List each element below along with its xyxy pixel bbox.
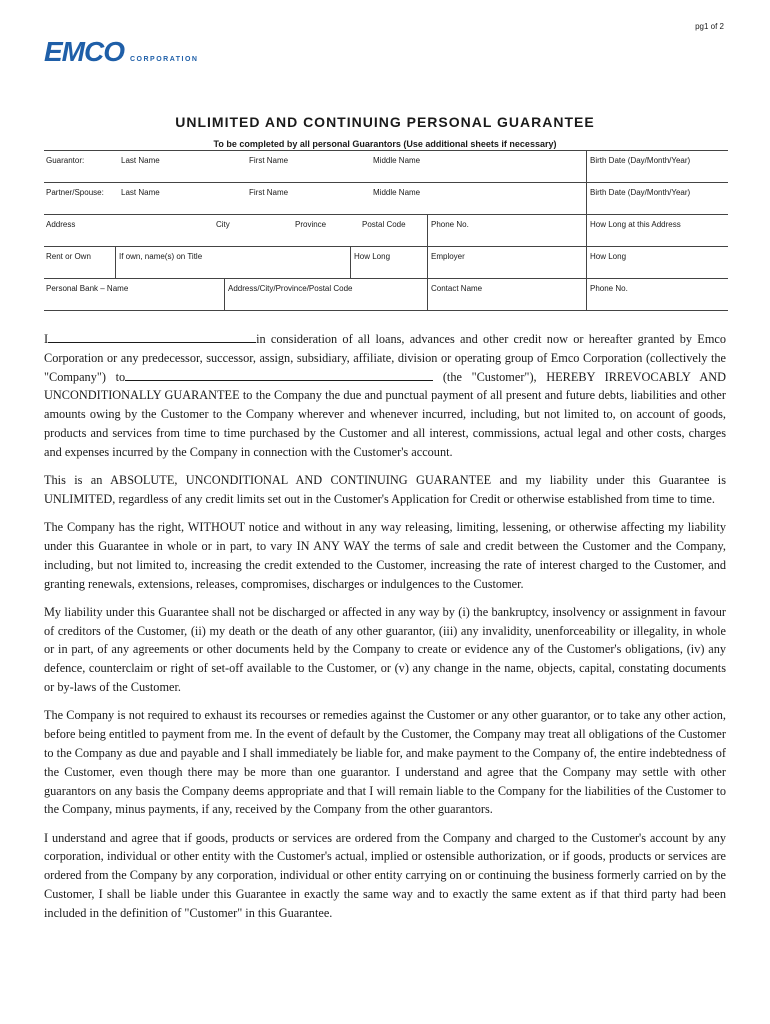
phone-field[interactable]: Phone No. [431, 220, 469, 229]
logo-subtitle: CORPORATION [130, 56, 199, 63]
document-title: UNLIMITED AND CONTINUING PERSONAL GUARANTEE [175, 114, 595, 130]
city-field[interactable]: City [216, 220, 230, 229]
partner-last-name-field[interactable]: Last Name [121, 188, 160, 197]
how-long-own-field[interactable]: How Long [354, 252, 391, 261]
partner-row [44, 183, 728, 215]
bank-contact-field[interactable]: Contact Name [431, 284, 483, 293]
employer-field[interactable]: Employer [431, 252, 465, 261]
address-field[interactable]: Address [46, 220, 76, 229]
guarantor-middle-name-field[interactable]: Middle Name [373, 156, 421, 165]
title-names-field[interactable]: If own, name(s) on Title [119, 252, 203, 261]
partner-label: Partner/Spouse: [46, 188, 104, 197]
guarantor-label: Guarantor: [46, 156, 85, 165]
paragraph-third-party: I understand and agree that if goods, products or services are ordered from the Company and charged to the Customer's account by any corporation, individual or other entity with the Customer's actual, implied or ostensible authorization, or if goods, products or services are ordered from the Company by any corporation, individual or other entity carrying on or continuing the business formerly carried on by the Customer, I shall be liable under this Guarantee in exactly the same way and to exactly the same extent as if that third party had been included in the definition of "Customer" in this Guarantee. [44, 830, 726, 920]
paragraph-liability: My liability under this Guarantee shall not be discharged or affected in any way by (i) the bankruptcy, insolvency or assignment in favour of creditors of the Customer, (ii) my death or the death of any other guarantor, (iii) any invalidity, unenforceability or illegality, in whole or in part, of any agreements or other documents held by the Company to create or evidence any of the Customer's obligations, (iv) any defence, counterclaim or right of set-off available to the Customer, or (v) any change in the name, objects, capital, constating documents or by-laws of the Customer. [44, 604, 726, 695]
guarantee-text [44, 330, 726, 932]
divider [586, 247, 587, 278]
how-long-employer-field[interactable]: How Long [590, 252, 627, 261]
paragraph-guarantee [44, 330, 726, 462]
guarantor-last-name-field[interactable]: Last Name [121, 156, 160, 165]
guarantor-name-blank[interactable] [48, 331, 256, 343]
bank-phone-field[interactable]: Phone No. [590, 284, 628, 293]
customer-name-blank[interactable] [125, 369, 433, 381]
divider [224, 279, 225, 310]
rent-own-row [44, 247, 728, 279]
guarantor-prefix: I [44, 332, 49, 346]
address-row [44, 215, 728, 247]
divider [586, 215, 587, 246]
divider [115, 247, 116, 278]
partner-birth-date-field[interactable]: Birth Date (Day/Month/Year) [590, 188, 691, 197]
guarantor-first-name-field[interactable]: First Name [249, 156, 289, 165]
page-number: pg1 of 2 [695, 22, 724, 31]
province-field[interactable]: Province [295, 220, 327, 229]
guarantor-row [44, 151, 728, 183]
divider [586, 183, 587, 214]
how-long-address-field[interactable]: How Long at this Address [590, 220, 681, 229]
divider [427, 279, 428, 310]
partner-middle-name-field[interactable]: Middle Name [373, 188, 421, 197]
rent-or-own-field[interactable]: Rent or Own [46, 252, 91, 261]
divider [427, 215, 428, 246]
bank-name-field[interactable]: Personal Bank – Name [46, 284, 129, 293]
guarantor-birth-date-field[interactable]: Birth Date (Day/Month/Year) [590, 156, 691, 165]
guarantor-form [44, 150, 728, 311]
bank-address-field[interactable]: Address/City/Province/Postal Code [228, 284, 353, 293]
paragraph-1-text: in consideration of all loans, advances and other credit now or hereafter granted by Emco Corporation or any predecessor, successor, assign, subsidiary, affiliate, division or operating group of Emco Corporation (collectively the "Company") to [44, 332, 726, 384]
form-instructions: To be completed by all personal Guarantors (Use additional sheets if necessary) [213, 139, 557, 149]
paragraph-remedies: The Company is not required to exhaust its recourses or remedies against the Customer or any other guarantor, or to take any other action, before being entitled to payment from me. In the event of default by the Customer, the Company may treat all obligations of the Customer to the Company as due and payable and I shall immediately be liable for, and make payment to the Company of, the entire indebtedness of the Customer, even though there may be more than one guarantor. I understand and agree that the Company may settle with other guarantors on any basis the Company deems appropriate and that I will remain liable to the Company for the liabilities of the Customer to the Company, minus payments, if any, received by the Company from the other guarantors. [44, 708, 726, 817]
divider [586, 279, 587, 310]
paragraph-company-rights: The Company has the right, WITHOUT notice and without in any way releasing, limiting, lessening, or otherwise affecting my liability under this Guarantee in whole or in part, to vary IN ANY WAY the terms of sale and credit between the Customer and the Company, including, but not limited to, increasing the credit extended to the Customer, increasing the rate of interest charged to the Customer, and granting renewals, extensions, releases, compromises, discharges or indulgences to the Customer. [44, 520, 726, 591]
divider [586, 151, 587, 182]
logo-wordmark: EMCO [44, 36, 124, 67]
bank-row [44, 279, 728, 311]
divider [350, 247, 351, 278]
paragraph-1-text-cont: (the "Customer"), HEREBY IRREVOCABLY AND UNCONDITIONALLY GUARANTEE to the Company the due and punctual payment of all present and future debts, liabilities and other amounts owing by the Customer to the Company wherever and whenever incurred, including, but not limited to, on account of goods, products and services from time to time purchased by the Customer and all interest, commissions, actual legal and other costs, charges and expenses incurred by the Company in connection with the Customer's account. [44, 369, 727, 459]
partner-first-name-field[interactable]: First Name [249, 188, 289, 197]
paragraph-absolute: This is an ABSOLUTE, UNCONDITIONAL AND CONTINUING GUARANTEE and my liability under this Guarantee is UNLIMITED, regardless of any credit limits set out in the Customer's Application for Credit or otherwise established from time to time. [44, 473, 726, 506]
postal-code-field[interactable]: Postal Code [362, 220, 406, 229]
emco-logo [44, 36, 199, 68]
divider [427, 247, 428, 278]
